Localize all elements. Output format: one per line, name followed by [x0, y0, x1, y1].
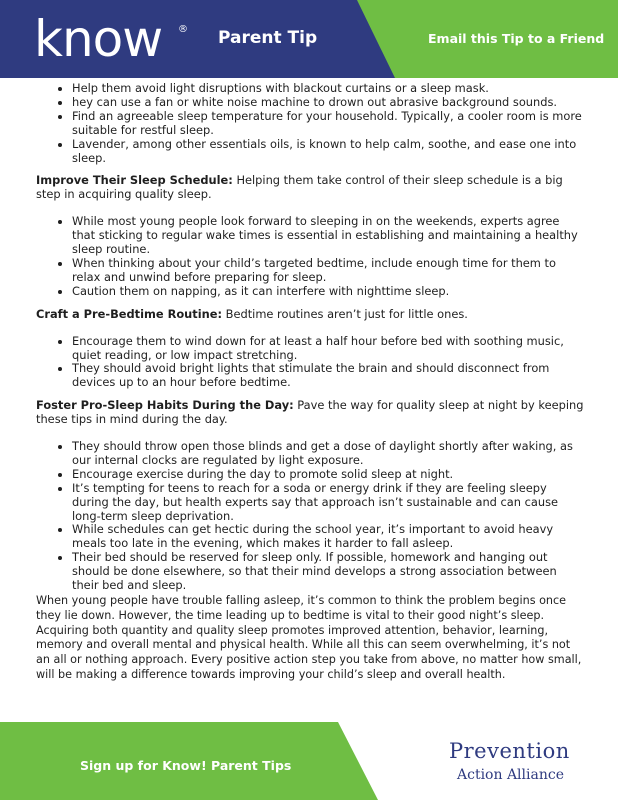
list-item: • When thinking about your child’s targeted bedtime, include enough time for them to relax and unwind before preparing for sleep. — [72, 257, 584, 285]
email-tip-button[interactable]: Email this Tip to a Friend — [428, 31, 605, 46]
section-daytime-habits — [36, 399, 584, 427]
list-item: • Lavender, among other essentials oils, is known to help calm, soothe, and ease one into sleep. — [72, 138, 584, 166]
section-heading: Craft a Pre-Bedtime Routine: — [36, 306, 223, 321]
org-name-line2: Action Alliance — [457, 767, 564, 783]
header — [0, 0, 618, 78]
list-item: • hey can use a fan or white noise machine to drown out abrasive background sounds. — [72, 96, 584, 110]
list-item: • Help them avoid light disruptions with blackout curtains or a sleep mask. — [72, 82, 584, 96]
bullet-list-environment — [36, 82, 584, 165]
list-item: • They should avoid bright lights that stimulate the brain and should disconnect from devices up to an hour before bedtime. — [72, 362, 584, 390]
list-item: • They should throw open those blinds and get a dose of daylight shortly after waking, as our internal clocks are regulated by light exposure. — [72, 440, 584, 468]
bullet-list-routine — [36, 335, 584, 391]
bullet-list-daytime — [36, 440, 584, 593]
list-item: • Caution them on napping, as it can interfere with nighttime sleep. — [72, 285, 584, 299]
section-text: Pave the way for quality sleep at night by keeping these tips in mind during the day. — [36, 398, 584, 427]
section-sleep-schedule — [36, 174, 584, 202]
know-logo: know — [34, 10, 163, 68]
section-text: Bedtime routines aren’t just for little ones. — [222, 306, 468, 321]
closing-paragraph: When young people have trouble falling asleep, it’s common to think the problem begins once they lie down. However, the time leading up to bedtime is vital to their good night’s sleep. Acquiring both quantity and quality sleep promotes improved attention, behavior, learning, memory and overall mental and physical health. While all this can seem overwhelming, it’s not an all or nothing approach. Every positive action step you take from above, no matter how small, will be making a difference towards improving your child’s sleep and overall health. — [36, 594, 582, 681]
section-text: Helping them take control of their sleep schedule is a big step in acquiring quality sleep. — [36, 173, 563, 202]
list-item: • Their bed should be reserved for sleep only. If possible, homework and hanging out should be done elsewhere, so that their mind develops a strong association between their bed and sleep. — [72, 551, 584, 593]
list-item: • While most young people look forward to sleeping in on the weekends, experts agree that sticking to regular wake times is essential in establishing and maintaining a healthy sleep routine. — [72, 215, 584, 257]
list-item: • Find an agreeable sleep temperature for your household. Typically, a cooler room is more suitable for restful sleep. — [72, 110, 584, 138]
org-name-line1: Prevention — [449, 739, 570, 763]
list-item: • Encourage them to wind down for at least a half hour before bed with soothing music, quiet reading, or low impact stretching. — [72, 335, 584, 363]
list-item: • While schedules can get hectic during the school year, it’s important to avoid heavy meals too late in the evening, which makes it harder to fall asleep. — [72, 523, 584, 551]
list-item: • Encourage exercise during the day to promote solid sleep at night. — [72, 468, 584, 482]
section-heading: Improve Their Sleep Schedule: — [36, 173, 233, 188]
section-bedtime-routine — [36, 308, 584, 322]
list-item: • It’s tempting for teens to reach for a soda or energy drink if they are feeling sleepy during the day, but health experts say that approach isn’t sustainable and can cause long-term sleep deprivation. — [72, 482, 584, 524]
registered-mark: ® — [178, 24, 188, 35]
article-body — [36, 82, 584, 683]
signup-button[interactable]: Sign up for Know! Parent Tips — [80, 758, 292, 773]
page-title: Parent Tip — [218, 28, 318, 48]
bullet-list-schedule — [36, 215, 584, 298]
section-heading: Foster Pro-Sleep Habits During the Day: — [36, 398, 294, 413]
